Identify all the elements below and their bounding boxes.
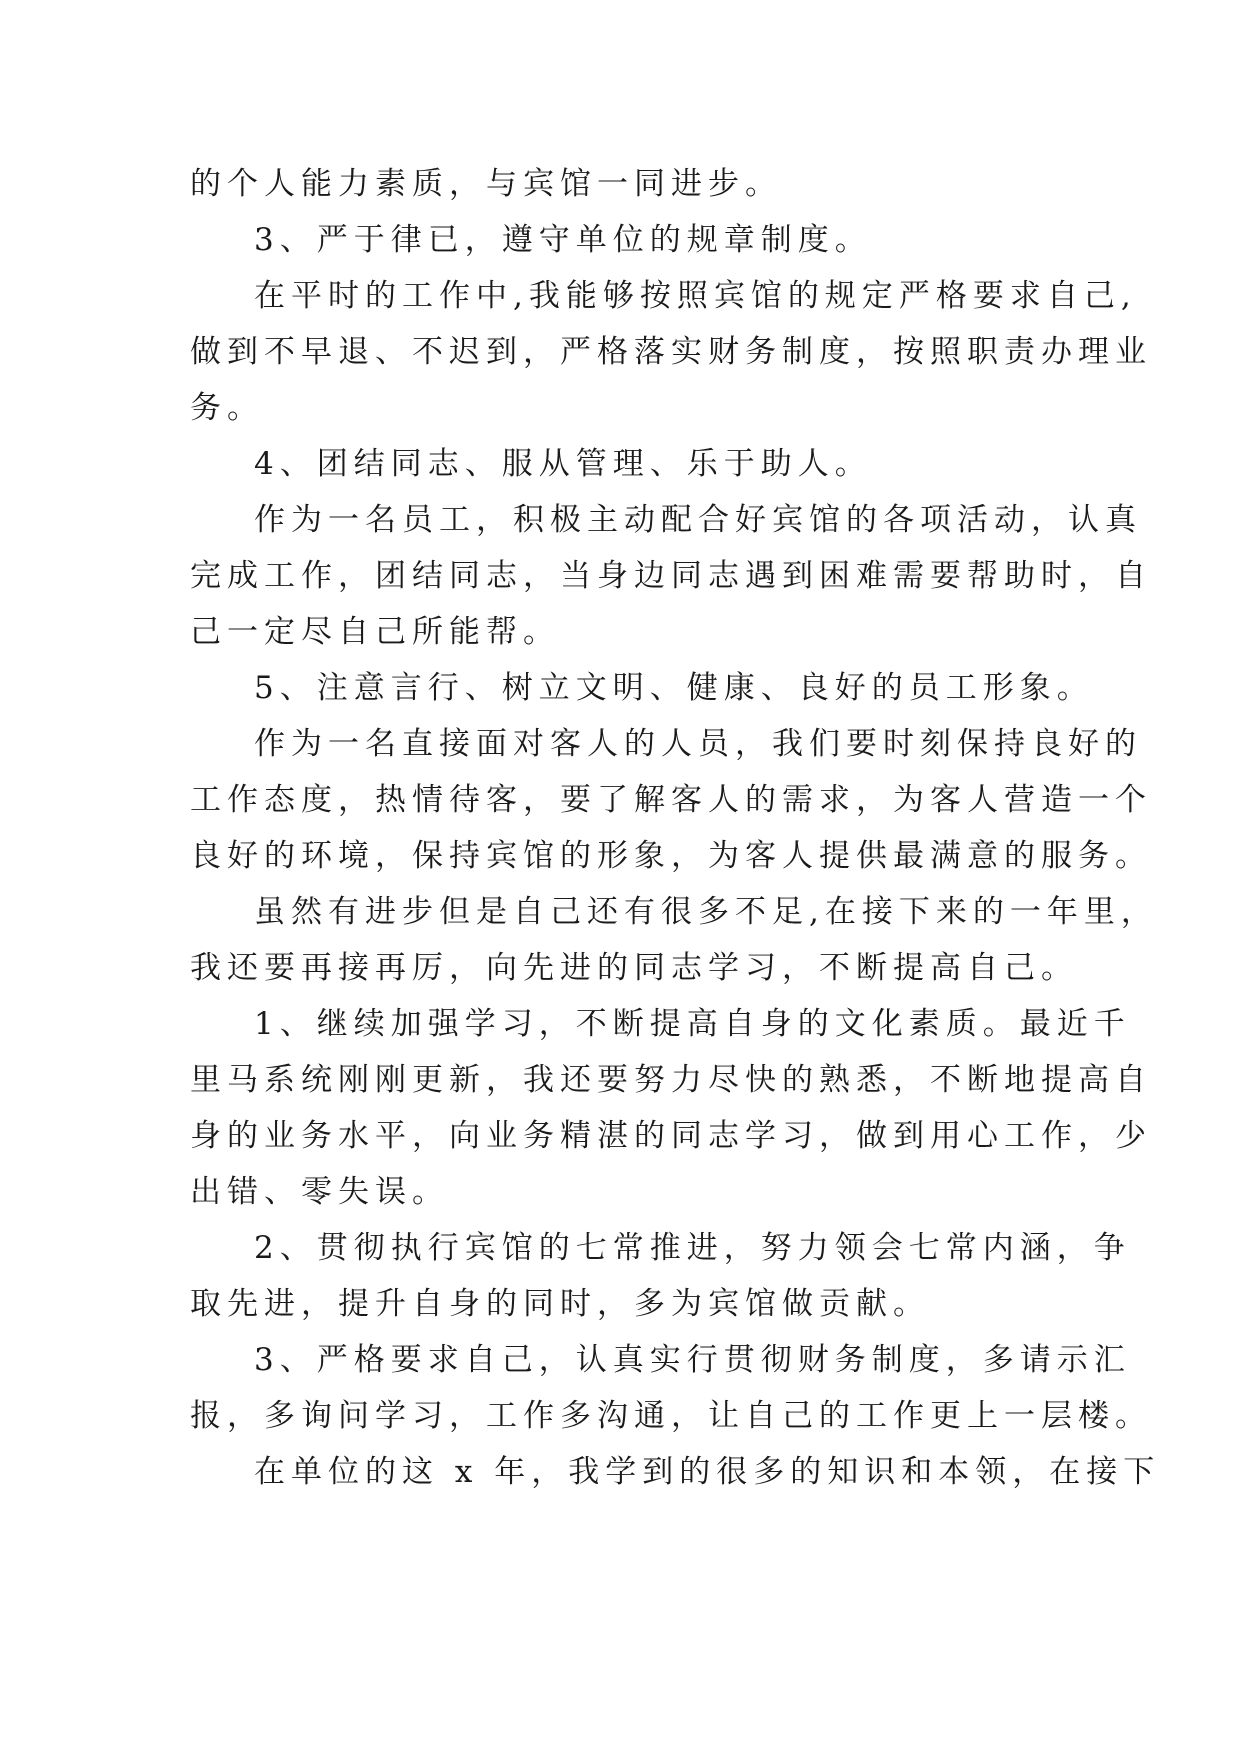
text-line: 3、严于律已，遵守单位的规章制度。 [254, 222, 872, 258]
text-line: 取先进，提升自身的同时，多为宾馆做贡献。 [190, 1286, 930, 1322]
text-line: 我还要再接再厉，向先进的同志学习，不断提高自己。 [190, 950, 1078, 986]
text-line: 里马系统刚刚更新，我还要努力尽快的熟悉，不断地提高自 [190, 1062, 1152, 1098]
text-line: 完成工作，团结同志，当身边同志遇到困难需要帮助时，自 [190, 558, 1152, 594]
text-line: 的个人能力素质，与宾馆一同进步。 [190, 166, 782, 202]
text-line: 作为一名直接面对客人的人员，我们要时刻保持良好的 [254, 726, 1142, 762]
text-line: 己一定尽自己所能帮。 [190, 614, 560, 650]
text-line: 在平时的工作中,我能够按照宾馆的规定严格要求自己, [254, 278, 1137, 314]
text-line: 工作态度，热情待客，要了解客人的需求，为客人营造一个 [190, 782, 1152, 818]
text-line: 身的业务水平，向业务精湛的同志学习，做到用心工作，少 [190, 1118, 1152, 1154]
text-line: 在单位的这 x 年，我学到的很多的知识和本领，在接下 [254, 1454, 1161, 1490]
text-line: 5、注意言行、树立文明、健康、良好的员工形象。 [254, 670, 1094, 706]
text-line: 务。 [190, 390, 264, 426]
text-line: 良好的环境，保持宾馆的形象，为客人提供最满意的服务。 [190, 838, 1152, 874]
text-line: 做到不早退、不迟到，严格落实财务制度，按照职责办理业 [190, 334, 1152, 370]
text-line: 作为一名员工，积极主动配合好宾馆的各项活动，认真 [254, 502, 1142, 538]
text-line: 2、贯彻执行宾馆的七常推进，努力领会七常内涵，争 [254, 1230, 1131, 1266]
text-line: 4、团结同志、服从管理、乐于助人。 [254, 446, 872, 482]
text-line: 虽然有进步但是自己还有很多不足,在接下来的一年里， [254, 894, 1158, 930]
text-line: 3、严格要求自己，认真实行贯彻财务制度，多请示汇 [254, 1342, 1131, 1378]
text-line: 1、继续加强学习，不断提高自身的文化素质。最近千 [254, 1006, 1131, 1042]
document-body [190, 156, 1161, 1500]
text-line: 出错、零失误。 [190, 1174, 449, 1210]
text-line: 报，多询问学习，工作多沟通，让自己的工作更上一层楼。 [190, 1398, 1152, 1434]
